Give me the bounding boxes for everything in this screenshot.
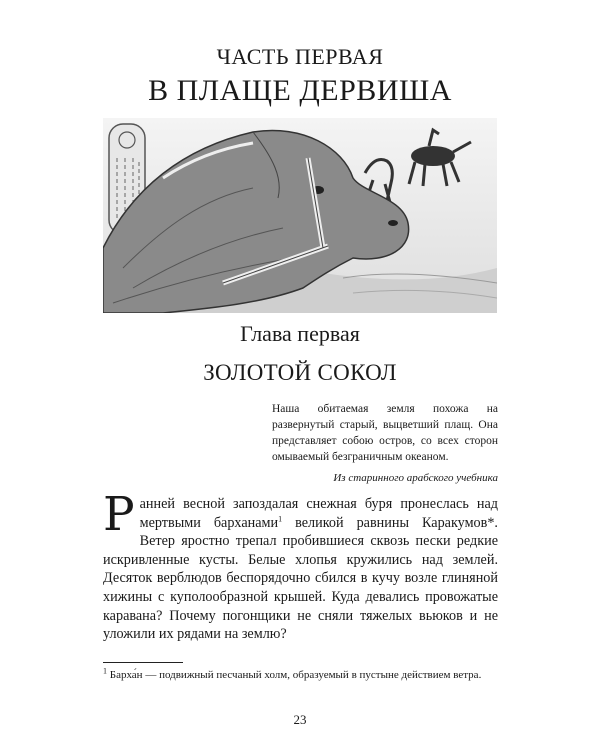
- footnote-text: Барха́н — подвижный песчаный холм, образуемый в пустыне действием ветра.: [107, 669, 482, 681]
- footnote-number: 1: [103, 666, 107, 676]
- body-text-part1: анней весной запоздалая снежная буря пронеслась над мертвыми барханами: [139, 496, 498, 531]
- camel-illustration-svg: [103, 118, 497, 313]
- drop-cap: Р: [103, 487, 135, 542]
- epigraph-text: Наша обитаемая земля похожа на развернутый старый, выцветший плащ. Она представляет собою остров, со всех сторон омываемый безграничным океаном.: [272, 403, 498, 463]
- footnote-reference[interactable]: 1: [278, 513, 283, 523]
- chapter-title: ЗОЛОТОЙ СОКОЛ: [203, 360, 397, 385]
- part-label: ЧАСТЬ ПЕРВАЯ: [216, 44, 384, 69]
- footnote-divider: [103, 662, 183, 663]
- body-paragraph: [103, 487, 498, 644]
- page-number: 23: [293, 712, 307, 727]
- chapter-label: Глава первая: [240, 321, 360, 346]
- epigraph-source: Из старинного арабского учебника: [333, 472, 498, 484]
- chapter-illustration: [103, 118, 497, 313]
- part-title: В ПЛАЩЕ ДЕРВИША: [148, 74, 452, 107]
- body-text-part2: великой равнины Каракумов*. Ветер яростно трепал пробившиеся сквозь пески редкие искривленные кусты. Белые хлопья кружились над землей. Десяток верблюдов беспорядочно сбился в кучу возле глиняной хижины с куполообразной крышей. Куда девались провожатые каравана? Почему погонщики не сняли тяжелых вьюков и не уложили их рядами на землю?: [103, 514, 498, 643]
- footnote: [103, 668, 498, 683]
